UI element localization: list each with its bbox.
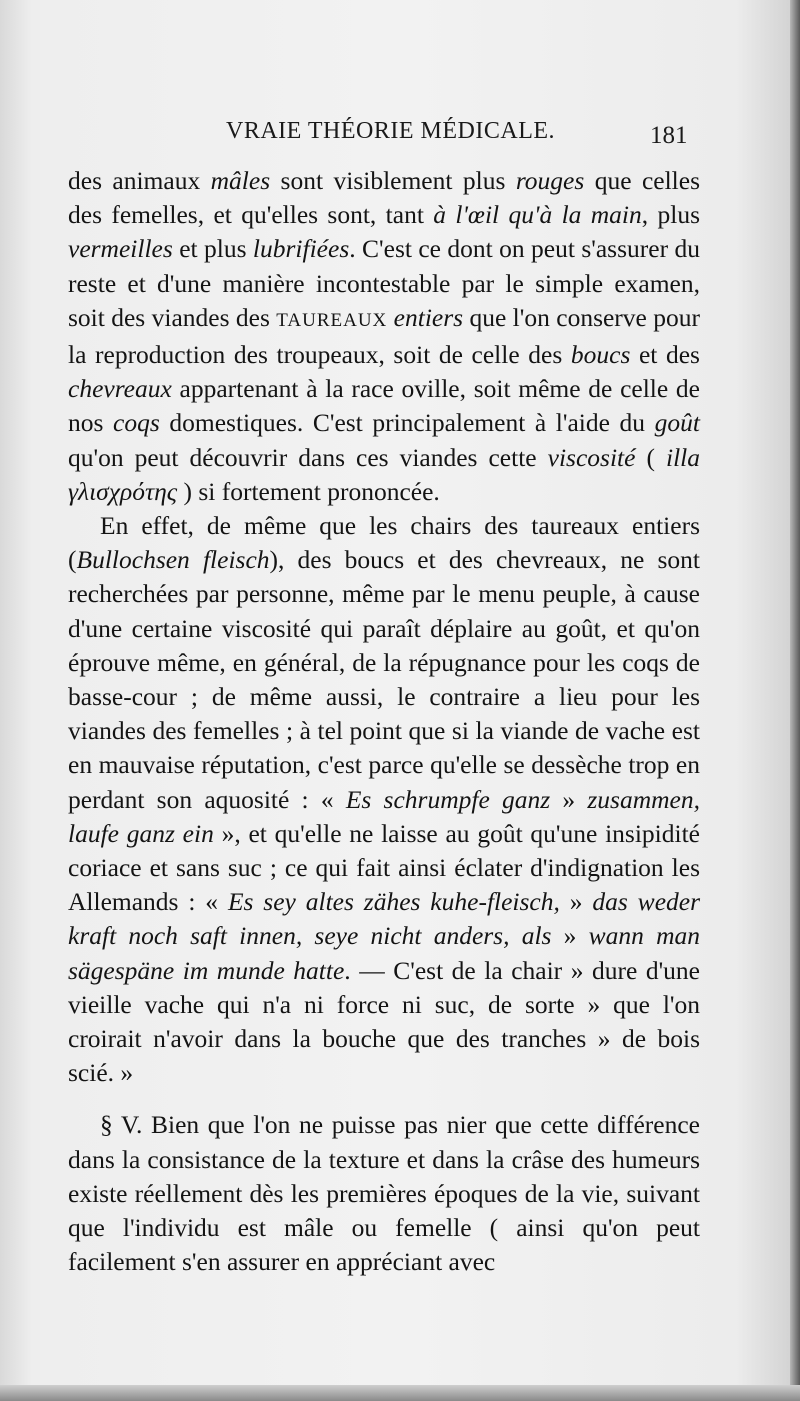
text-run: En effet, de même que les chairs des taureaux entiers ( <box>68 511 700 575</box>
italic-text: Es sey altes zähes kuhe-fleisch, <box>227 887 560 917</box>
text-run: » <box>559 887 593 917</box>
italic-text: qu'à la main <box>508 200 642 230</box>
text-run: » <box>550 784 588 814</box>
italic-text: goût <box>654 408 700 438</box>
text-run: , plus <box>641 200 701 230</box>
italic-text: rouges <box>515 166 585 195</box>
italic-text: boucs <box>570 340 631 370</box>
paragraph <box>68 1108 700 1279</box>
italic-text: zusammen, laufe ganz ein <box>68 784 700 848</box>
text-run: appartenant à la race oville, soit même de celle de nos <box>68 374 700 438</box>
text-run: domestiques. C'est principalement à l'aide du <box>159 408 655 438</box>
text-run: », et qu'elle ne laisse au goût qu'une insipidité coriace et sans suc ; ce qui fait ainsi éclater d'indignation les Allemands : « <box>68 818 700 917</box>
text-run: » <box>551 921 589 951</box>
text-run: . C'est ce dont on peut s'assurer du reste et d'une manière incontestable par le simple examen, soit des viandes des <box>68 234 700 332</box>
italic-text: wann man sägespäne im munde hatte <box>68 921 701 985</box>
text-run <box>499 200 508 229</box>
body-text <box>68 164 700 1280</box>
italic-text: chevreaux <box>68 374 172 404</box>
italic-text: coqs <box>113 408 160 438</box>
italic-text: lubrifiées <box>252 234 350 264</box>
page-edge-shadow <box>790 0 800 1401</box>
text-run: des animaux <box>68 166 211 195</box>
italic-text: mâles <box>210 166 271 195</box>
italic-text: Bullochsen fleisch <box>76 545 270 575</box>
page-bottom-shadow <box>0 1385 800 1401</box>
text-run: § V. Bien que l'on ne puisse pas nier que cette différence dans la consistance de la texture et dans la crâse des humeurs existe réellement dès les premières époques de la vie, suivant que l'individu est mâle ou femelle ( ainsi qu'on peut facilement s'en assurer en appréciant avec <box>68 1110 700 1277</box>
italic-text: das weder kraft noch saft innen, seye nicht anders, als <box>68 887 701 951</box>
text-run: et plus <box>172 234 253 264</box>
paragraph <box>68 509 700 1090</box>
text-run: ) si fortement prononcée. <box>177 476 440 506</box>
italic-text: entiers <box>393 302 464 332</box>
italic-text: viscosité <box>547 442 636 472</box>
text-run: ( <box>635 442 666 472</box>
text-run: que celles des femelles, et qu'elles sont, tant <box>68 166 700 230</box>
page-number: 181 <box>650 122 688 149</box>
text-run: sont visiblement plus <box>270 166 516 195</box>
small-caps-text: TAUREAUX <box>276 309 388 331</box>
italic-text: illa γλισχρότης <box>68 442 700 506</box>
paragraph <box>68 164 700 509</box>
text-run: . — C'est de la chair » dure d'une vieille vache qui n'a ni force ni suc, de sorte » que l'on croirait n'avoir dans la bouche que des tranches » de bois scié. » <box>68 955 700 1088</box>
text-run: qu'on peut découvrir dans ces viandes cette <box>68 442 548 472</box>
page-header <box>0 118 800 154</box>
italic-text: vermeilles <box>68 234 173 264</box>
text-run: et des <box>630 340 700 370</box>
text-run: que l'on conserve pour la reproduction des troupeaux, soit de celle des <box>68 302 700 370</box>
text-run: ), des boucs et des chevreaux, ne sont recherchées par personne, même par le menu peuple, à cause d'une certaine viscosité qui paraît déplaire au goût, et qu'on éprouve même, en général, de la répugnance pour les coqs de basse-cour ; de même aussi, le contraire a lieu pour les viandes des femelles ; à tel point que si la viande de vache est en mauvaise réputation, c'est parce qu'elle se dessèche trop en perdant son aquosité : « <box>68 545 700 814</box>
italic-text: Es schrumpfe ganz <box>345 784 551 814</box>
running-title: VRAIE THÉORIE MÉDICALE. <box>226 118 556 144</box>
italic-text: à l'œil <box>433 200 500 230</box>
